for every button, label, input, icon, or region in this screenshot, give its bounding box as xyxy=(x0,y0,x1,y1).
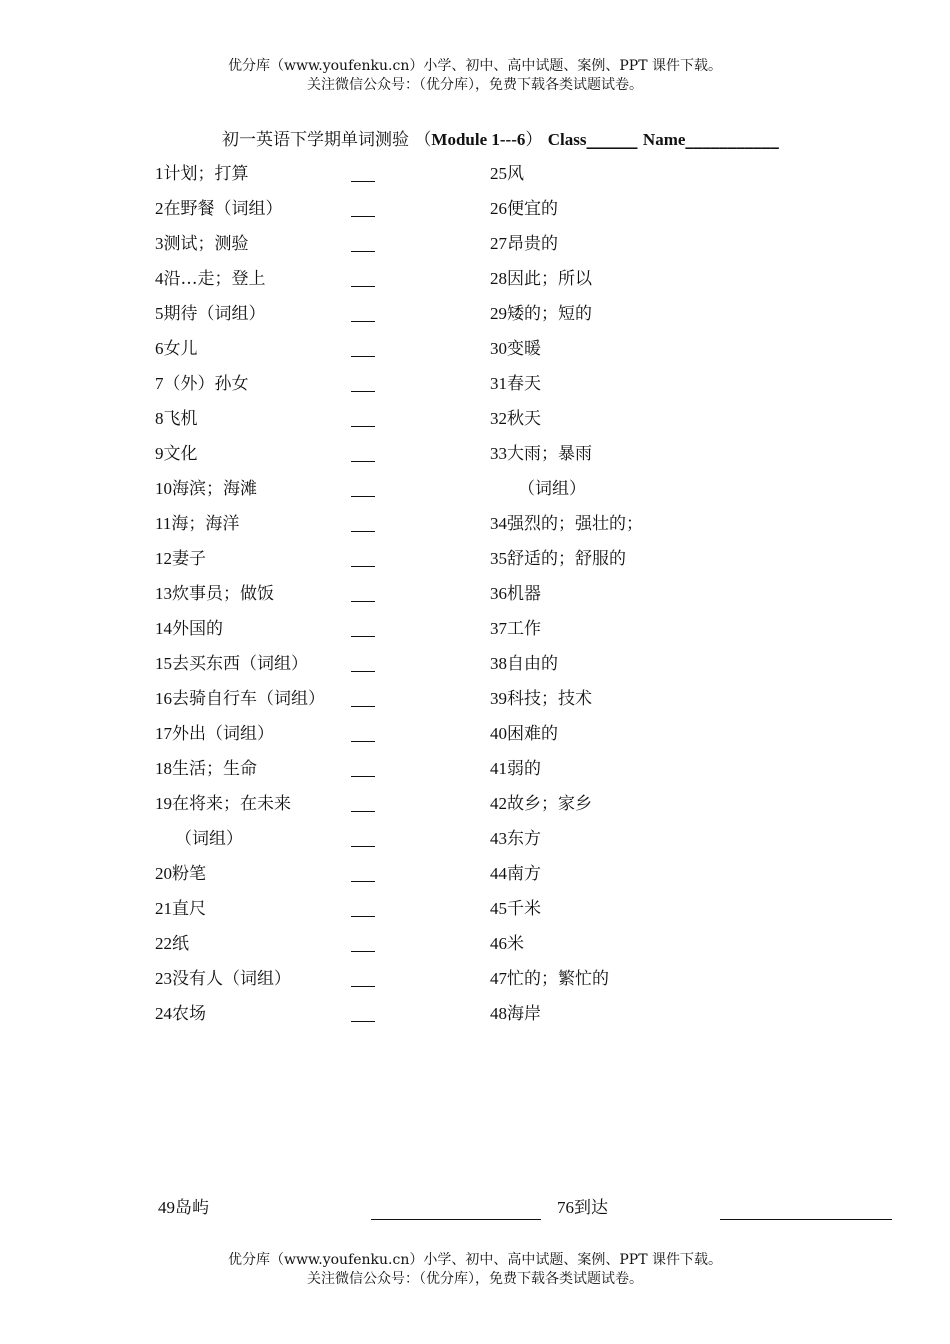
answer-line[interactable] xyxy=(351,426,375,427)
item-meaning: 外出（词组） xyxy=(172,724,274,744)
answer-line[interactable] xyxy=(351,741,375,742)
vocab-item xyxy=(155,300,395,335)
vocab-item xyxy=(155,440,395,475)
item-number: 34 xyxy=(490,514,507,533)
vocab-item xyxy=(155,545,395,580)
vocab-item xyxy=(490,405,790,440)
item-meaning: 农场 xyxy=(172,1004,206,1024)
item-meaning: 春天 xyxy=(507,374,541,394)
item-number: 14 xyxy=(155,619,172,638)
name-label: Name xyxy=(642,130,686,149)
answer-line[interactable] xyxy=(351,216,375,217)
item-meaning: 生活；生命 xyxy=(172,759,257,779)
page-title xyxy=(222,128,922,152)
vocab-item xyxy=(490,825,790,860)
item-number: 39 xyxy=(490,689,507,708)
item-meaning: 千米 xyxy=(507,899,541,919)
answer-line[interactable] xyxy=(351,671,375,672)
item-meaning: 矮的；短的 xyxy=(507,304,592,324)
item-meaning: 文化 xyxy=(163,444,198,464)
item-number: 17 xyxy=(155,724,172,743)
vocab-item xyxy=(490,265,790,300)
item-meaning: 到达 xyxy=(574,1198,608,1218)
answer-line[interactable] xyxy=(351,1021,375,1022)
vocab-item xyxy=(155,930,395,965)
footer-line-1: 优分库（www.youfenku.cn）小学、初中、高中试题、案例、PPT 课件下载。 xyxy=(227,1252,722,1268)
item-number: 41 xyxy=(490,759,507,778)
answer-line[interactable] xyxy=(351,566,375,567)
answer-line-76[interactable] xyxy=(720,1219,892,1220)
item-number: 22 xyxy=(155,934,172,953)
vocab-item xyxy=(155,860,395,895)
item-number: 29 xyxy=(490,304,507,323)
item-meaning: 南方 xyxy=(507,864,541,884)
title-close-paren: ） xyxy=(525,130,543,150)
vocab-item xyxy=(155,720,395,755)
item-meaning: 妻子 xyxy=(172,549,206,569)
header-line-1: 优分库（www.youfenku.cn）小学、初中、高中试题、案例、PPT 课件下载。 xyxy=(227,58,722,74)
item-number: 43 xyxy=(490,829,507,848)
item-number: 16 xyxy=(155,689,172,708)
item-number: 47 xyxy=(490,969,507,988)
title-chinese: 初一英语下学期单词测验 （ xyxy=(222,130,432,150)
item-meaning: 风 xyxy=(507,164,524,184)
vocab-item xyxy=(155,615,395,650)
class-blank: ______ xyxy=(586,130,638,150)
vocab-item xyxy=(490,230,790,265)
item-number: 46 xyxy=(490,934,507,953)
item-number: 27 xyxy=(490,234,507,253)
vocab-item xyxy=(155,370,395,405)
vocab-item xyxy=(155,1000,395,1035)
item-number: 18 xyxy=(155,759,172,778)
item-meaning: （词组） xyxy=(175,829,243,849)
item-number: 28 xyxy=(490,269,507,288)
item-number: 2 xyxy=(155,199,164,218)
vocab-item xyxy=(490,475,790,510)
item-meaning: 强烈的；强壮的； xyxy=(507,514,643,534)
item-meaning: 炊事员；做饭 xyxy=(172,584,274,604)
answer-line[interactable] xyxy=(351,951,375,952)
item-number: 12 xyxy=(155,549,172,568)
item-number: 8 xyxy=(155,409,164,428)
item-meaning: 测试；测验 xyxy=(163,234,249,254)
vocab-item xyxy=(490,965,790,1000)
vocab-item xyxy=(155,195,395,230)
item-meaning: 工作 xyxy=(507,619,541,639)
item-number: 13 xyxy=(155,584,172,603)
item-meaning: 秋天 xyxy=(507,409,541,429)
item-meaning: 困难的 xyxy=(507,724,558,744)
item-meaning: 忙的；繁忙的 xyxy=(507,969,609,989)
name-blank: ___________ xyxy=(685,130,779,150)
answer-line[interactable] xyxy=(351,706,375,707)
answer-line[interactable] xyxy=(351,496,375,497)
item-number: 24 xyxy=(155,1004,172,1023)
answer-line[interactable] xyxy=(351,321,375,322)
item-number: 10 xyxy=(155,479,172,498)
item-meaning: 米 xyxy=(507,934,524,954)
vocab-item xyxy=(490,930,790,965)
vocab-item xyxy=(490,650,790,685)
vocab-item xyxy=(155,895,395,930)
item-meaning: 没有人（词组） xyxy=(172,969,291,989)
item-meaning: 直尺 xyxy=(172,899,206,919)
answer-line[interactable] xyxy=(351,811,375,812)
vocab-item xyxy=(490,685,790,720)
vocab-item-49 xyxy=(158,1195,209,1221)
vocab-item xyxy=(490,790,790,825)
answer-line[interactable] xyxy=(351,531,375,532)
item-meaning: 东方 xyxy=(507,829,541,849)
item-number: 30 xyxy=(490,339,507,358)
answer-line[interactable] xyxy=(351,916,375,917)
header-line-2: 关注微信公众号：（优分库），免费下载各类试题试卷。 xyxy=(307,77,643,93)
item-number: 42 xyxy=(490,794,507,813)
vocab-item xyxy=(155,160,395,195)
item-number: 7 xyxy=(155,374,164,393)
item-meaning: 外国的 xyxy=(172,619,223,639)
vocab-item xyxy=(155,965,395,1000)
item-number: 11 xyxy=(155,514,172,533)
item-meaning: 故乡；家乡 xyxy=(507,794,592,814)
vocab-item xyxy=(490,615,790,650)
vocab-item xyxy=(490,195,790,230)
vocab-item xyxy=(490,720,790,755)
answer-line[interactable] xyxy=(351,181,375,182)
item-number: 25 xyxy=(490,164,507,183)
item-meaning: 沿…走；登上 xyxy=(163,269,266,289)
item-meaning: 计划；打算 xyxy=(163,164,249,184)
vocab-item xyxy=(490,335,790,370)
vocab-item xyxy=(155,825,395,860)
answer-line[interactable] xyxy=(351,881,375,882)
item-number: 1 xyxy=(155,164,164,183)
vocab-item xyxy=(155,650,395,685)
item-number: 37 xyxy=(490,619,507,638)
vocab-item xyxy=(155,230,395,265)
item-number: 15 xyxy=(155,654,172,673)
item-number: 35 xyxy=(490,549,507,568)
item-meaning: 飞机 xyxy=(163,409,198,429)
item-meaning: 在野餐（词组） xyxy=(163,199,283,219)
vocab-item xyxy=(490,545,790,580)
vocab-item xyxy=(155,755,395,790)
item-meaning: 期待（词组） xyxy=(163,304,266,324)
vocab-item xyxy=(490,860,790,895)
item-number: 36 xyxy=(490,584,507,603)
item-number: 23 xyxy=(155,969,172,988)
vocab-item xyxy=(490,160,790,195)
vocab-item xyxy=(155,790,395,825)
item-meaning: 女儿 xyxy=(163,339,198,359)
answer-line[interactable] xyxy=(351,776,375,777)
item-meaning: 便宜的 xyxy=(507,199,558,219)
vocab-item xyxy=(155,265,395,300)
right-vocabulary-column xyxy=(490,160,790,1035)
item-number: 31 xyxy=(490,374,507,393)
item-number: 26 xyxy=(490,199,507,218)
answer-line[interactable] xyxy=(351,251,375,252)
item-meaning: 自由的 xyxy=(507,654,558,674)
vocab-item xyxy=(155,335,395,370)
item-number: 4 xyxy=(155,269,164,288)
item-number: 44 xyxy=(490,864,507,883)
item-number: 40 xyxy=(490,724,507,743)
item-meaning: 科技；技术 xyxy=(507,689,592,709)
item-number: 45 xyxy=(490,899,507,918)
answer-line[interactable] xyxy=(351,286,375,287)
vocab-item xyxy=(490,370,790,405)
item-meaning: 去买东西（词组） xyxy=(172,654,308,674)
title-module: Module 1---6 xyxy=(431,130,526,149)
vocab-item xyxy=(490,1000,790,1035)
item-meaning: 海；海洋 xyxy=(171,514,240,534)
item-meaning: 纸 xyxy=(172,934,189,954)
vocab-item-76 xyxy=(557,1195,608,1221)
item-number: 32 xyxy=(490,409,507,428)
answer-line[interactable] xyxy=(351,601,375,602)
item-meaning: 大雨；暴雨 xyxy=(507,444,592,464)
vocab-item xyxy=(490,510,790,545)
item-number: 9 xyxy=(155,444,164,463)
item-number: 6 xyxy=(155,339,164,358)
item-meaning: 粉笔 xyxy=(172,864,206,884)
item-meaning: 去骑自行车（词组） xyxy=(172,689,325,709)
item-number: 76 xyxy=(557,1198,574,1217)
answer-line[interactable] xyxy=(351,391,375,392)
item-meaning: （外）孙女 xyxy=(163,374,249,394)
item-number: 20 xyxy=(155,864,172,883)
item-meaning: 舒适的；舒服的 xyxy=(507,549,626,569)
item-number: 48 xyxy=(490,1004,507,1023)
answer-line[interactable] xyxy=(351,356,375,357)
item-meaning: 变暖 xyxy=(507,339,541,359)
item-meaning: 海滨；海滩 xyxy=(172,479,257,499)
item-number: 3 xyxy=(155,234,164,253)
item-meaning: 海岸 xyxy=(507,1004,541,1024)
vocab-item xyxy=(155,685,395,720)
item-meaning: 机器 xyxy=(507,584,541,604)
item-meaning: 在将来；在未来 xyxy=(172,794,291,814)
answer-line[interactable] xyxy=(351,461,375,462)
vocab-item xyxy=(490,300,790,335)
answer-line[interactable] xyxy=(351,846,375,847)
vocab-item xyxy=(155,510,395,545)
item-number: 21 xyxy=(155,899,172,918)
class-label: Class xyxy=(547,130,587,149)
item-meaning: 岛屿 xyxy=(175,1198,209,1218)
item-number: 49 xyxy=(158,1198,175,1217)
item-number: 5 xyxy=(155,304,164,323)
item-number: 33 xyxy=(490,444,507,463)
vocab-item xyxy=(155,475,395,510)
vocab-item xyxy=(155,580,395,615)
vocab-item xyxy=(490,440,790,475)
answer-line[interactable] xyxy=(351,986,375,987)
item-meaning: 昂贵的 xyxy=(507,234,558,254)
vocab-item xyxy=(490,895,790,930)
item-meaning: 因此；所以 xyxy=(507,269,592,289)
item-number: 19 xyxy=(155,794,172,813)
vocab-item xyxy=(490,755,790,790)
vocab-item xyxy=(490,580,790,615)
item-meaning: 弱的 xyxy=(507,759,541,779)
item-meaning: （词组） xyxy=(518,479,586,499)
answer-line-49[interactable] xyxy=(371,1219,541,1220)
answer-line[interactable] xyxy=(351,636,375,637)
item-number: 38 xyxy=(490,654,507,673)
left-vocabulary-column xyxy=(155,160,395,1035)
footer-line-2: 关注微信公众号：（优分库），免费下载各类试题试卷。 xyxy=(307,1271,643,1287)
vocab-item xyxy=(155,405,395,440)
